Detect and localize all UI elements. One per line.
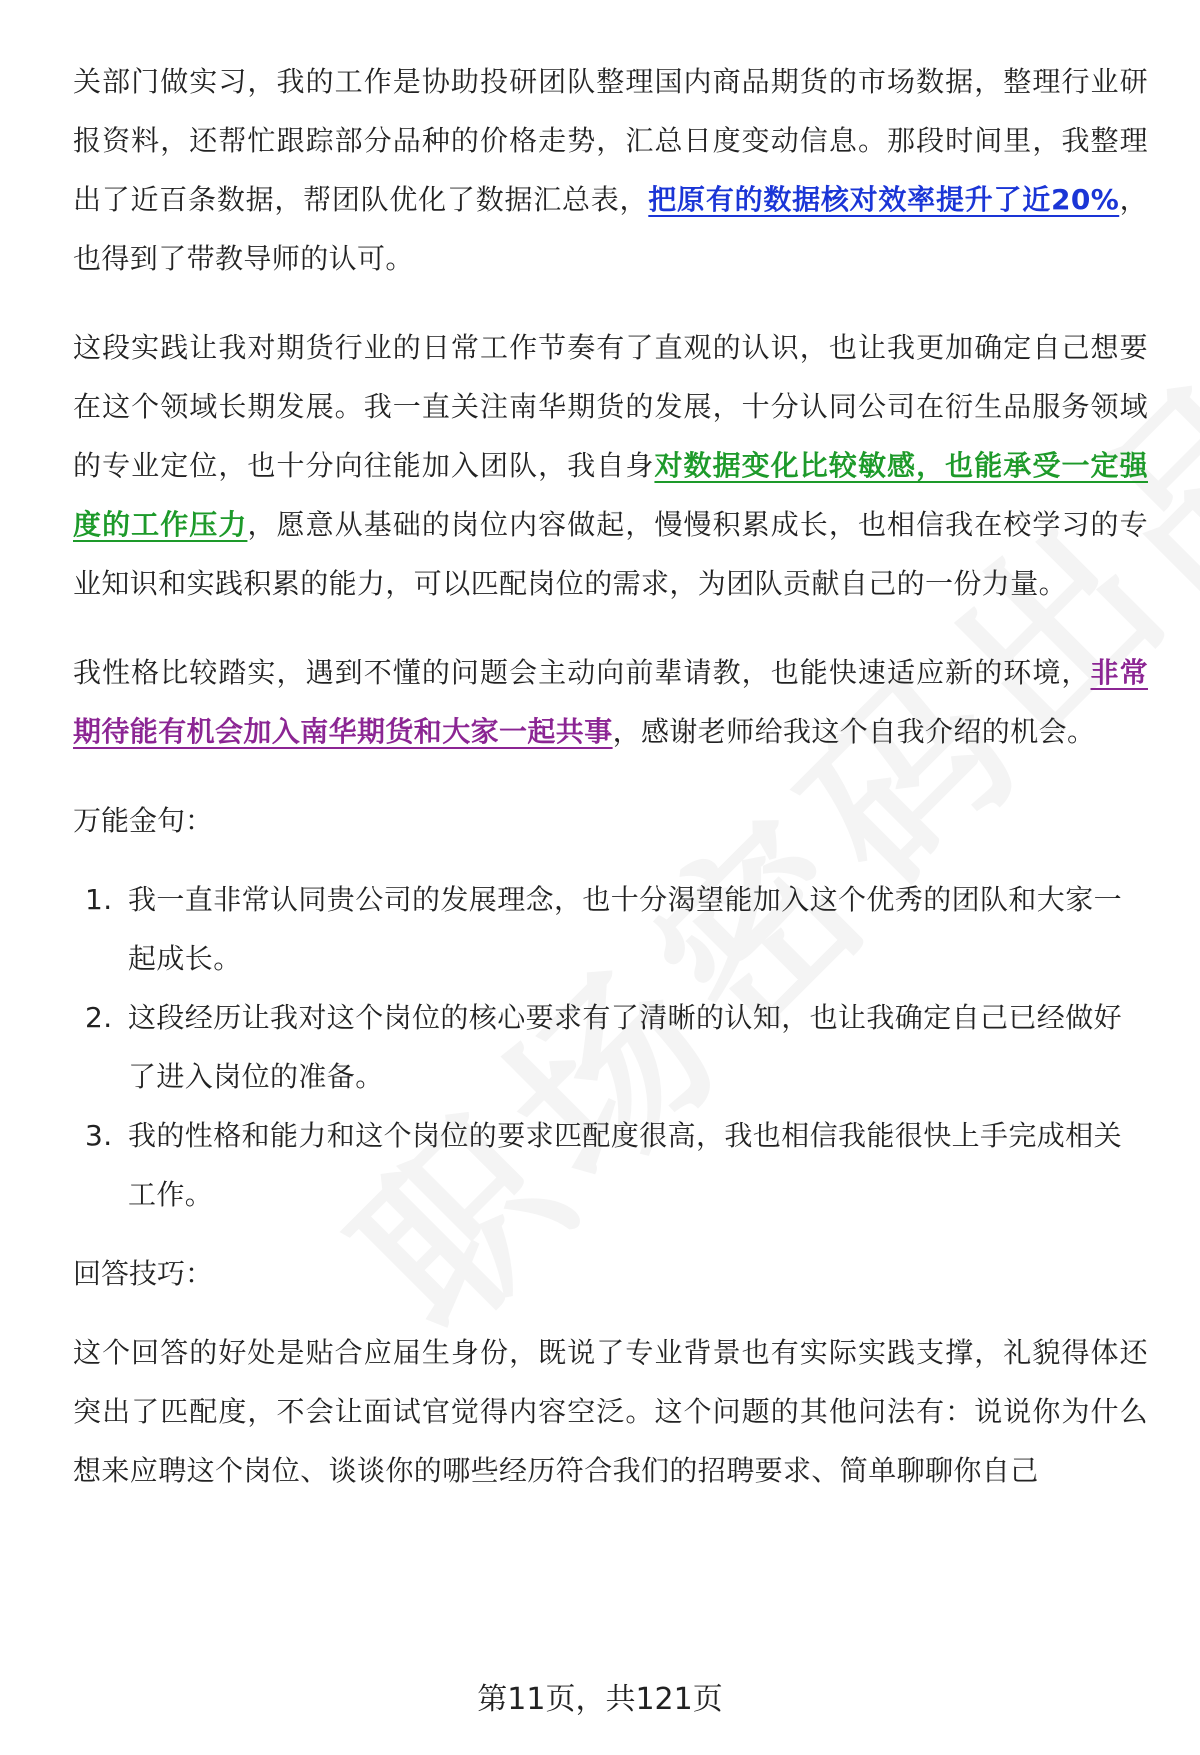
paragraph-motivation bbox=[73, 318, 1148, 613]
golden-sentences-list bbox=[73, 870, 1148, 1224]
list-item-text: 这段经历让我对这个岗位的核心要求有了清晰的认知，也让我确定自己已经做好了进入岗位的准备。 bbox=[128, 1001, 1123, 1093]
paragraph-text: 这段实践让我对期货行业的日常工作节奏有了直观的认识，也让我更加确定自己想要在这个领域长期发展。我一直关注南华期货的发展，十分认同公司在衍生品服务领域的专业定位，也十分向往能加入团队，我自身 bbox=[73, 331, 1148, 482]
list-number: 1. bbox=[85, 883, 113, 916]
highlight-expectation: 非常期待能有机会加入南华期货和大家一起共事 bbox=[73, 656, 1148, 748]
list-item bbox=[73, 988, 1148, 1106]
paragraph-text: 我性格比较踏实，遇到不懂的问题会主动向前辈请教，也能快速适应新的环境， bbox=[73, 656, 1091, 689]
paragraph-text: ，愿意从基础的岗位内容做起，慢慢积累成长，也相信我在校学习的专业知识和实践积累的能力，可以匹配岗位的需求，为团队贡献自己的一份力量。 bbox=[73, 508, 1148, 600]
list-item-text: 我的性格和能力和这个岗位的要求匹配度很高，我也相信我能很快上手完成相关工作。 bbox=[128, 1119, 1123, 1211]
list-number: 2. bbox=[85, 1001, 113, 1034]
page-number: 第11页，共121页 bbox=[477, 1682, 723, 1717]
tips-paragraph: 这个回答的好处是贴合应届生身份，既说了专业背景也有实际实践支撑，礼貌得体还突出了匹配度，不会让面试官觉得内容空泛。这个问题的其他问法有：说说你为什么想来应聘这个岗位、谈谈你的哪些经历符合我们的招聘要求、简单聊聊你自己 bbox=[73, 1336, 1148, 1487]
paragraph-internship bbox=[73, 52, 1148, 288]
list-item bbox=[73, 870, 1148, 988]
tips-heading: 回答技巧： bbox=[73, 1257, 214, 1290]
paragraph-text: 关部门做实习，我的工作是协助投研团队整理国内商品期货的市场数据，整理行业研报资料，还帮忙跟踪部分品种的价格走势，汇总日度变动信息。那段时间里，我整理出了近百条数据，帮团队优化了数据汇总表， bbox=[73, 65, 1148, 216]
document-content bbox=[73, 52, 1148, 1500]
list-item-text: 我一直非常认同贵公司的发展理念，也十分渴望能加入这个优秀的团队和大家一起成长。 bbox=[128, 883, 1123, 975]
golden-sentences-heading: 万能金句： bbox=[73, 804, 214, 837]
highlight-strengths: 对数据变化比较敏感，也能承受一定强度的工作压力 bbox=[73, 449, 1148, 541]
paragraph-personality bbox=[73, 643, 1148, 761]
paragraph-text: ，也得到了带教导师的认可。 bbox=[73, 183, 1148, 275]
list-item bbox=[73, 1106, 1148, 1224]
highlight-efficiency: 把原有的数据核对效率提升了近20% bbox=[648, 183, 1120, 216]
paragraph-text: ，感谢老师给我这个自我介绍的机会。 bbox=[612, 715, 1096, 748]
list-number: 3. bbox=[85, 1119, 113, 1152]
